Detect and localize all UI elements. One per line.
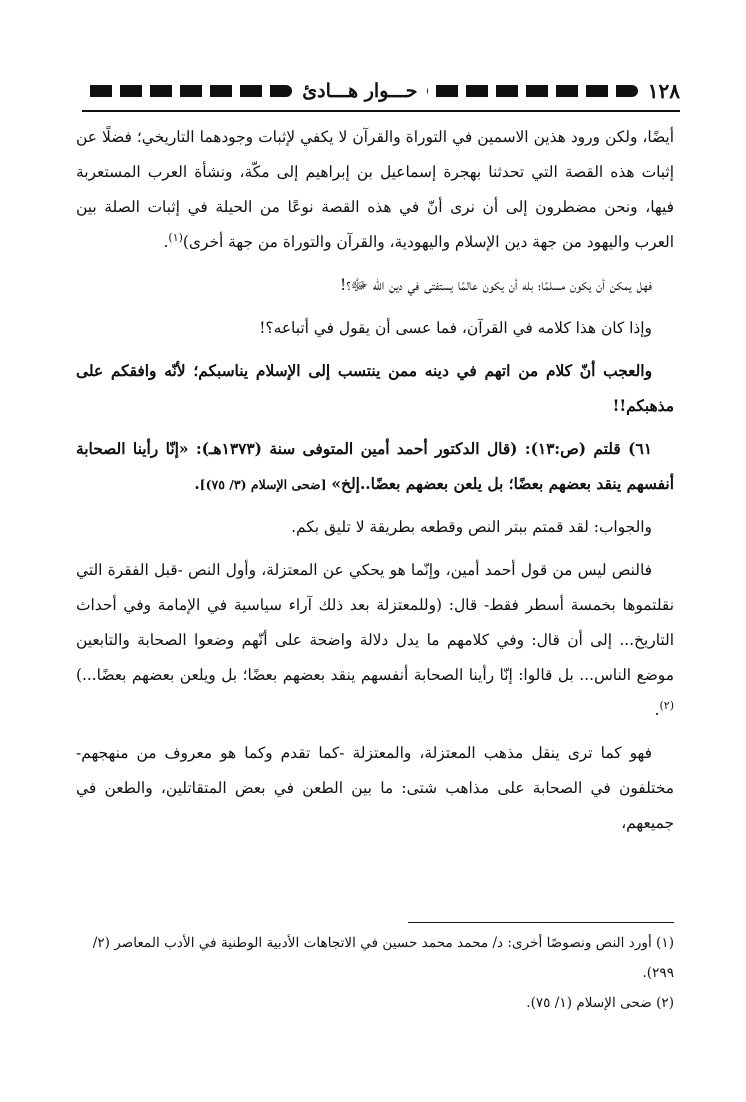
paragraph-3: وإذا كان هذا كلامه في القرآن، فما عسى أن يقول في أتباعه؟! [259,319,652,337]
footnote-ref-2: (٢) [659,698,674,712]
page-header [82,74,680,108]
paragraph-8: فهو كما ترى ينقل مذهب المعتزلة، والمعتزلة -كما تقدم وكما هو معروف من منهجهم- مختلفون في الصحابة على مذاهب شتى: ما بين الطعن في بعض المتقاتلين، والطعن في جميعهم، [76,744,674,832]
footnote-1: (١) أورد النص ونصوصًا أخرى: د/ محمد محمد حسين في الاتجاهات الأدبية الوطنية في الأدب المعاصر (٢/ ٢٩٩). [92,935,674,981]
header-ornament-right [427,85,637,97]
paragraph-4: والعجب أنّ كلام من اتهم في دينه ممن ينتسب إلى الإسلام يناسبكم؛ لأنّه وافقكم على مذهبكم!! [76,362,674,415]
footnote-rule [408,922,674,923]
source-citation: [ضحى الإسلام (٣/ ٧٥)] [199,477,327,492]
paragraph-2: فهل يمكن أن يكون مسلمًا؛ بله أن يكون عالمًا يستفتى في دين الله ﷻ؟! [340,276,652,294]
header-rule [82,110,680,112]
footnote-2: (٢) ضحى الإسلام (١/ ٧٥). [526,995,674,1011]
paragraph-6: والجواب: لقد قمتم ببتر النص وقطعه بطريقة لا تليق بكم. [291,518,652,536]
main-text [76,120,674,849]
footnotes [76,928,674,1018]
header-ornament-left [82,85,292,97]
footnote-ref-1: (١) [168,230,183,244]
paragraph-7: فالنص ليس من قول أحمد أمين، وإنّما هو يحكي عن المعتزلة، وأول النص -قبل الفقرة التي نقلتموها بخمسة أسطر فقط- قال: (وللمعتزلة بعد ذلك آراء سياسية في الإمامة وفي أحداث التاريخ... إلى أن قال: وفي كلامهم ما يدل دلالة واضحة على أنّهم وضعوا الصحابة والتابعين موضع الناس... بل قالوا: إنّا رأينا الصحابة أنفسهم ينقد بعضهم بعضًا؛ بل ويلعن بعضهم بعضًا...)$^{(٢)}$. [76,561,674,719]
paragraph-5: ٦١) قلتم (ص:١٣): (قال الدكتور أحمد أمين المتوفى سنة (١٣٧٣هـ): «إنّا رأينا الصحابة أنفسهم ينقد بعضهم بعضًا؛ بل يلعن بعضهم بعضًا..إلخ» [ضحى الإسلام (٣/ ٧٥)]. [76,440,674,493]
running-title: حـــوار هـــادئ [302,80,418,102]
page-number: ١٢٨ [647,79,680,103]
paragraph-1: أيضًا، ولكن ورود هذين الاسمين في التوراة والقرآن لا يكفي لإثبات وجودهما التاريخي؛ فضلًا عن إثبات هذه القصة التي تحدثنا بهجرة إسماعيل بن إبراهيم إلى مكّة، ونشأة العرب المستعربة فيها، ونحن مضطرون إلى أن نرى أنّ في هذه القصة نوعًا من الحيلة في إثبات الصلة بين العرب واليهود من جهة دين الإسلام واليهودية، والقرآن والتوراة من جهة أخرى)$^{(١)}$. [76,128,674,251]
